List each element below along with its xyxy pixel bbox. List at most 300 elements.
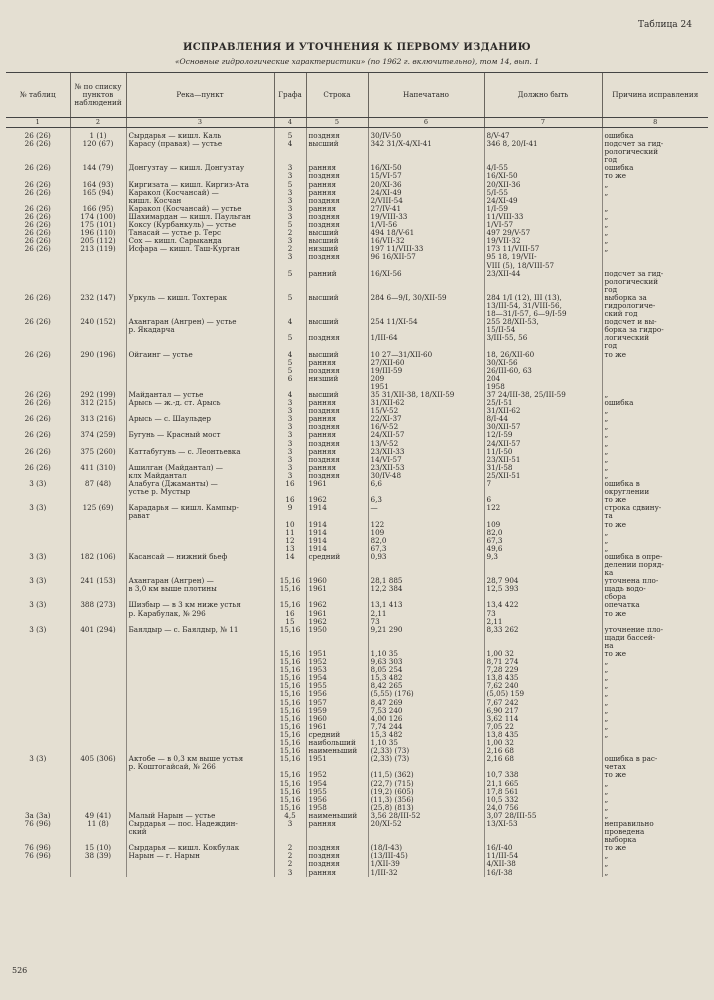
cell-line: щади бассей-	[604, 632, 656, 642]
cell-line: (25,8) (813)	[370, 802, 414, 812]
cell-line: 16/I-40	[486, 844, 513, 853]
cell-line: „	[604, 811, 609, 820]
col-header-line: Строка	[306, 73, 368, 118]
cell-table-no	[6, 270, 70, 294]
cell-line: (11,3) (356)	[370, 794, 414, 804]
cell-reason	[602, 448, 708, 464]
cell-line: „	[604, 454, 609, 464]
cell-line: 10,5 332	[486, 794, 519, 804]
cell-line: 11 (8)	[87, 818, 109, 828]
cell-line: 15,16	[279, 778, 301, 788]
cell-line	[306, 852, 368, 876]
cell-line: 49,6	[486, 543, 503, 553]
cell-line	[306, 294, 368, 318]
cell-line: „	[604, 673, 609, 683]
cell-line: 1914	[308, 519, 327, 529]
cell-line: 15,16	[279, 755, 301, 764]
cell-line: 13,4 422	[486, 601, 519, 610]
cell-line: 405 (306)	[80, 755, 116, 764]
cell-line: 24,0 756	[486, 802, 519, 812]
cell-column	[274, 650, 306, 755]
cell-printed	[368, 464, 484, 480]
cell-line: 4	[287, 318, 293, 327]
cell-line: 16/VII-32	[370, 236, 405, 246]
column-number: 1	[6, 118, 70, 128]
cell-should-be	[484, 431, 602, 447]
cell-should-be	[484, 480, 602, 504]
cell-line	[306, 391, 368, 415]
cell-line: 15,16	[279, 673, 301, 683]
cell-line: 292 (199)	[80, 391, 116, 399]
cell-line: 16	[285, 608, 295, 618]
cell-line: 26 (26)	[24, 211, 51, 221]
cell-line: 15,16	[279, 794, 301, 804]
cell-river-point	[126, 181, 274, 205]
cell-line: ский год	[604, 309, 638, 319]
cell-point-no	[70, 650, 126, 755]
cell-line	[306, 755, 368, 812]
cell-river-point	[126, 650, 274, 755]
cell-line: 25/I-51	[486, 398, 513, 408]
cell-line: 23/XII-33	[370, 447, 405, 456]
cell-line: 2	[287, 244, 293, 254]
cell-should-be	[484, 181, 602, 205]
col-header-point-no: № по списку пунктов наблюдений	[70, 73, 126, 118]
cell-should-be	[484, 205, 602, 270]
cell-line: 196 (110)	[80, 228, 116, 238]
cell-line: 1/VI-56	[370, 220, 398, 230]
cell-river-point	[126, 480, 274, 504]
cell-line: 312 (215)	[80, 398, 116, 408]
cell-line: ранняя	[308, 463, 337, 472]
cell-reason	[602, 181, 708, 205]
cell-line: подсчет за гид-	[604, 139, 664, 149]
cell-line: 26 (26)	[24, 139, 51, 149]
cell-line: —	[370, 504, 378, 513]
cell-line: поздняя	[308, 859, 340, 869]
cell-line: Карадарья — кишл. Кампыр-	[128, 504, 239, 513]
cell-line: 26 (26)	[24, 293, 51, 302]
cell-line: „	[604, 721, 609, 731]
cell-line: 16/I-38	[486, 867, 513, 877]
column-number: 8	[602, 118, 708, 128]
cell-reason	[602, 464, 708, 480]
cell-line: 254 11/XI-54	[370, 318, 418, 327]
cell-line: 96 16/XII-57	[370, 252, 416, 262]
cell-line: Ахангаран (Ангрен) —	[128, 577, 214, 586]
cell-should-be	[484, 755, 602, 812]
cell-line: логический	[604, 333, 650, 343]
cell-reason	[602, 391, 708, 415]
cell-line: 10 27—31/XII-60	[370, 350, 433, 359]
cell-line: 26 (26)	[24, 398, 51, 408]
cell-line: наибольший	[308, 738, 356, 748]
cell-line: 5	[287, 365, 293, 375]
cell-line: 26 (26)	[24, 236, 51, 246]
cell-river-point	[126, 294, 274, 318]
cell-table-no	[6, 181, 70, 205]
cell-line: 109	[370, 527, 385, 537]
cell-line: „	[604, 470, 609, 480]
col-header-printed: Напечатано	[368, 73, 484, 118]
cell-line: 26 (26)	[24, 187, 51, 197]
cell-table-no	[6, 650, 70, 755]
cell-line: 23/XII-53	[370, 463, 405, 472]
cell-line: 12/I-59	[486, 431, 513, 440]
cell-line	[306, 128, 368, 165]
cell-line: 28,7 904	[486, 577, 519, 586]
cell-line: 8,47 269	[370, 697, 403, 707]
cell-line: 35 31/XII-38, 18/XII-59	[370, 391, 455, 399]
cell-line: 1956	[308, 794, 327, 804]
cell-line: (5,55) (176)	[370, 689, 414, 699]
cell-table-no	[6, 553, 70, 577]
cell-column	[274, 844, 306, 852]
page-title: ИСПРАВЛЕНИЯ И УТОЧНЕНИЯ К ПЕРВОМУ ИЗДАНИЮ	[183, 42, 531, 53]
cell-line: щадь водо-	[604, 584, 646, 594]
cell-line: 1951	[308, 650, 327, 658]
cell-line: 3	[287, 204, 293, 213]
cell-line: 3/III-55, 56	[486, 333, 528, 343]
cell-line: 15,16	[279, 689, 301, 699]
cell-line: 13,1 413	[370, 601, 403, 610]
cell-line: опечатка	[604, 601, 640, 610]
table-row	[6, 650, 708, 755]
cell-line	[306, 601, 368, 625]
cell-line	[306, 181, 368, 205]
cell-reason	[602, 318, 708, 350]
cell-table-no	[6, 464, 70, 480]
cell-line: 2	[287, 228, 293, 238]
cell-should-be	[484, 448, 602, 464]
cell-line: 22/XI-37	[370, 415, 402, 424]
cell-should-be	[484, 415, 602, 431]
cell-river-point	[126, 626, 274, 650]
cell-line: 1954	[308, 673, 327, 683]
cell-line: 3	[287, 187, 293, 197]
cell-printed	[368, 480, 484, 504]
cell-line: 6	[486, 495, 492, 505]
cell-line: 5	[287, 269, 293, 278]
cell-line: 8/I-44	[486, 415, 508, 424]
cell-line: Ашилган (Майдантал) —	[128, 463, 223, 472]
cell-line: 174 (100)	[80, 211, 116, 221]
cell-line: Нарын — г. Нарын	[128, 852, 200, 861]
table-row	[6, 391, 708, 415]
cell-line: проведена	[604, 827, 645, 837]
cell-line: 2	[287, 844, 293, 853]
cell-line: 1951	[308, 755, 327, 764]
cell-line: „	[604, 406, 609, 416]
cell-line: „	[604, 657, 609, 667]
cell-line: 15,16	[279, 786, 301, 796]
cell-column	[274, 852, 306, 876]
cell-line: 8/V-47	[486, 131, 510, 140]
cell-river-point	[126, 205, 274, 270]
cell-reason	[602, 205, 708, 270]
cell-point-no	[70, 504, 126, 553]
col-header-river-point: Река—пункт	[126, 73, 274, 118]
cell-river-point	[126, 601, 274, 625]
cell-column	[274, 480, 306, 504]
cell-point-no	[70, 480, 126, 504]
cell-line	[306, 480, 368, 504]
cell-river-point	[126, 431, 274, 447]
cell-table-no	[6, 128, 70, 165]
cell-point-no	[70, 128, 126, 165]
cell-line: 15,16	[279, 665, 301, 675]
cell-line: 4,5	[284, 811, 296, 820]
column-number: 4	[274, 118, 306, 128]
cell-point-no	[70, 448, 126, 464]
cell-should-be	[484, 351, 602, 391]
cell-line: 8,42 265	[370, 681, 403, 691]
cell-line: 1954	[308, 778, 327, 788]
col-header-reason: Причина исправления	[602, 73, 708, 118]
cell-line: 4	[287, 391, 293, 399]
cell-line: 7,62 240	[486, 681, 519, 691]
cell-line: 313 (216)	[80, 415, 116, 424]
cell-printed	[368, 601, 484, 625]
cell-reason	[602, 270, 708, 294]
cell-point-no	[70, 553, 126, 577]
cell-line: 2,11	[370, 608, 387, 618]
cell-line: клх Майдантал	[128, 470, 187, 480]
cell-column	[274, 164, 306, 180]
cell-printed	[368, 164, 484, 180]
cell-river-point	[126, 164, 274, 180]
cell-line: 24/XI-49	[370, 187, 402, 197]
cell-line: 11	[285, 527, 295, 537]
cell-line: 3	[287, 818, 293, 828]
cell-line: Актобе — в 0,3 км выше устья	[128, 755, 244, 764]
cell-line: 1,00 32	[486, 650, 514, 658]
cell-column	[274, 504, 306, 553]
cell-reason	[602, 504, 708, 553]
cell-line: 122	[486, 504, 501, 513]
cell-river-point	[126, 504, 274, 553]
cell-line: 401 (294)	[80, 625, 116, 634]
cell-should-be	[484, 553, 602, 577]
cell-printed	[368, 844, 484, 852]
cell-line: Каттабугунь — с. Леонтьевка	[128, 447, 241, 456]
cell-line: Карасу (правая) — устье	[128, 139, 223, 149]
cell-line: 1959	[308, 705, 327, 715]
cell-line: 241 (153)	[80, 577, 116, 586]
cell-line: 0,93	[370, 552, 387, 561]
cell-line	[306, 415, 368, 431]
cell-line: 13,8 435	[486, 673, 519, 683]
cell-line: 24/XII-57	[370, 431, 405, 440]
cell-point-no	[70, 391, 126, 415]
cell-line: Шахимардан — кишл. Паульган	[128, 211, 251, 221]
cell-line: 2	[287, 852, 293, 861]
cell-line: поздняя	[308, 211, 340, 221]
cell-line: 3	[287, 252, 293, 262]
cell-line: „	[604, 543, 609, 553]
cell-line: 122	[370, 519, 385, 529]
cell-reason	[602, 431, 708, 447]
cell-line: год	[604, 155, 618, 165]
cell-line: 28,1 885	[370, 577, 403, 586]
cell-line: 144 (79)	[82, 164, 114, 173]
cell-line: Баялдыр — с. Баялдыр, № 11	[128, 625, 239, 634]
cell-line: 13	[285, 543, 295, 553]
cell-line: 1961	[308, 584, 327, 594]
cell-line: 3	[287, 415, 293, 424]
cell-should-be	[484, 128, 602, 165]
cell-line: 7,67 242	[486, 697, 519, 707]
cell-line	[306, 577, 368, 601]
cell-line: 1961	[308, 608, 327, 618]
cell-line: высший	[308, 318, 339, 327]
cell-line: 3	[287, 195, 293, 205]
cell-line: 165 (94)	[82, 187, 114, 197]
cell-line: 26 (26)	[24, 204, 51, 213]
cell-line: уточнение пло-	[604, 625, 664, 634]
cell-line	[487, 488, 600, 496]
cell-line: 16/V-52	[370, 422, 399, 432]
cell-line: 15,16	[279, 584, 301, 594]
cell-line: 8,71 274	[486, 657, 519, 667]
cell-line: то же	[604, 650, 626, 658]
table-header-row	[6, 73, 708, 118]
table-row	[6, 294, 708, 318]
cell-line: 26 (26)	[24, 318, 51, 327]
cell-line: „	[604, 180, 609, 189]
cell-line: 411 (310)	[80, 463, 116, 472]
cell-line: четах	[604, 762, 626, 772]
cell-line: поздняя	[308, 844, 340, 853]
cell-line: 209	[370, 373, 385, 383]
cell-printed	[368, 294, 484, 318]
cell-line: 12	[285, 535, 295, 545]
cell-should-be	[484, 844, 602, 852]
table-number: Таблица 24	[638, 20, 692, 30]
cell-river-point	[126, 755, 274, 812]
cell-should-be	[484, 626, 602, 650]
cell-reason	[602, 415, 708, 431]
cell-column	[274, 205, 306, 270]
cell-line: 11/III-54	[486, 852, 519, 861]
cell-point-no	[70, 577, 126, 601]
cell-line: Бугунь — Красный мост	[128, 431, 221, 440]
cell-line: 375 (260)	[80, 447, 116, 456]
cell-line: 26 (26)	[24, 228, 51, 238]
cell-line: 87 (48)	[84, 480, 112, 489]
cell-line: 24/XII-57	[486, 438, 521, 448]
cell-line: ошибка в рас-	[604, 755, 658, 764]
cell-line: 13/V-52	[370, 438, 399, 448]
cell-line: ка	[604, 568, 614, 578]
cell-line: 3	[287, 867, 293, 877]
cell-line: 284 1/I (12), III (13),	[486, 293, 562, 302]
cell-printed	[368, 755, 484, 812]
cell-line: „	[604, 220, 609, 230]
page-number: 526	[12, 966, 28, 975]
cell-line: 7,28 229	[486, 665, 519, 675]
cell-printed	[368, 577, 484, 601]
table-row	[6, 205, 708, 270]
cell-line: 497 29/V-57	[486, 228, 531, 238]
cell-line: 15,16	[279, 681, 301, 691]
cell-line: 3	[287, 211, 293, 221]
cell-point-no	[70, 318, 126, 350]
cell-line: 374 (259)	[80, 431, 116, 440]
cell-line: 494 18/V-61	[370, 228, 415, 238]
cell-line: 26 (26)	[24, 220, 51, 230]
cell-line: Танасай — устье р. Терс	[128, 228, 222, 238]
cell-line: ошибка в опре-	[604, 552, 663, 561]
cell-column	[274, 755, 306, 812]
cell-line: Шизбыр — в 3 км ниже устья	[128, 601, 241, 610]
cell-line: то же	[604, 844, 626, 853]
table-row	[6, 164, 708, 180]
col-header-should-be: Должно быть	[484, 73, 602, 118]
cell-line: то же	[604, 770, 626, 780]
cell-line: 19/VII-32	[486, 236, 521, 246]
cell-river-point	[126, 415, 274, 431]
cell-line: 2/VIII-54	[370, 195, 403, 205]
cell-line: 1953	[308, 665, 327, 675]
cell-line: 6,6	[370, 480, 382, 489]
cell-line: 26 (26)	[24, 447, 51, 456]
cell-line: сбора	[604, 592, 627, 602]
cell-line: 26 (26)	[24, 244, 51, 254]
cell-line: Ахангаран (Ангрен) — устье	[128, 318, 237, 327]
cell-line: 15,3 482	[370, 673, 403, 683]
cell-line: Касансай — нижний бьеф	[128, 552, 228, 561]
cell-reason	[602, 294, 708, 318]
table-row	[6, 181, 708, 205]
cell-line: та	[604, 511, 613, 521]
cell-line: 7,53 240	[370, 705, 403, 715]
cell-line: устье р. Мустыр	[128, 487, 191, 497]
cell-line: „	[604, 713, 609, 723]
cell-river-point	[126, 812, 274, 844]
cell-line: 73	[370, 616, 380, 626]
cell-should-be	[484, 164, 602, 180]
cell-line: высший	[308, 236, 339, 246]
cell-reason	[602, 844, 708, 852]
cell-table-no	[6, 480, 70, 504]
column-number: 6	[368, 118, 484, 128]
cell-line: 30/IV-48	[370, 470, 402, 480]
cell-reason	[602, 812, 708, 844]
table-row	[6, 480, 708, 504]
cell-point-no	[70, 601, 126, 625]
cell-line: 205 (112)	[80, 236, 116, 246]
cell-line	[306, 270, 368, 294]
cell-reason	[602, 128, 708, 165]
cell-line: 1960	[308, 577, 327, 586]
cell-line: 3	[287, 438, 293, 448]
cell-line: 173 11/VIII-57	[486, 244, 540, 254]
cell-line: ошибка	[604, 164, 634, 173]
cell-line: 197 11/VIII-33	[370, 244, 424, 254]
cell-line: 1962	[308, 601, 327, 610]
table-body	[6, 118, 708, 877]
cell-line: (22,7) (715)	[370, 778, 414, 788]
cell-printed	[368, 626, 484, 650]
cell-line: 20/XII-36	[486, 180, 521, 189]
cell-line: „	[604, 391, 609, 399]
table-row	[6, 128, 708, 165]
cell-line	[306, 844, 368, 852]
cell-line	[306, 812, 368, 844]
cell-line: 3а (3а)	[24, 811, 51, 820]
cell-line: 5	[287, 357, 293, 367]
